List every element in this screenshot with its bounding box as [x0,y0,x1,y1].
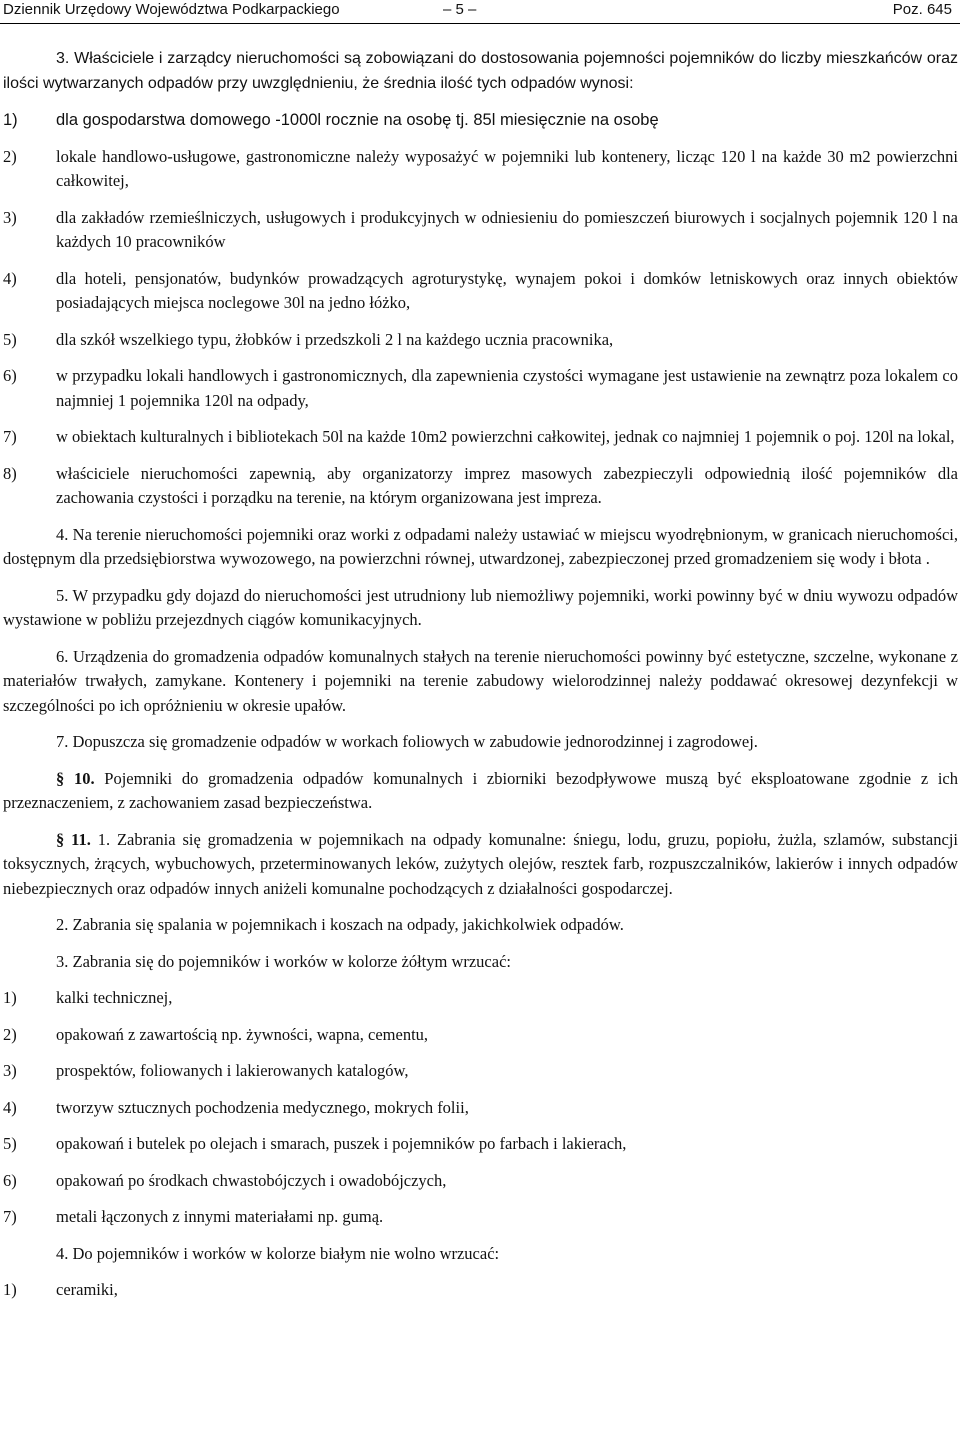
list-item-number: 7) [3,427,17,446]
list-item [3,145,958,194]
list-item-text: dla zakładów rzemieślniczych, usługowych i produkcyjnych w odniesieniu do pomieszczeń biurowych i socjalnych pojemnik 120 l na każdych 10 pracowników [56,207,958,251]
list-item [3,1059,958,1084]
list-item-text: opakowań po środkach chwastobójczych i owadobójczych, [56,1170,447,1190]
list-item-text: opakowań i butelek po olejach i smarach, puszek i pojemników po farbach i lakierach, [56,1134,627,1153]
list-item-number: 4) [3,1097,17,1117]
page-header [0,0,960,24]
list-item-number: 3) [3,1061,17,1080]
paragraph-10-label: § 10. [56,768,95,788]
list-item [3,364,958,413]
list-item [3,1169,958,1194]
list-item-number: 1) [3,111,18,129]
list-item [3,206,958,255]
list-item-text: właściciele nieruchomości zapewnią, aby organizatorzy imprez masowych zabezpieczyli odpowiednią ilość pojemników dla zachowania czystości i porządku na terenie, na którym organizowana jest impreza. [56,463,958,507]
page-number: – 5 – [443,1,477,18]
list-item-number: 8) [3,463,17,483]
list-item [3,1205,958,1230]
list-item [3,328,958,353]
list-item [3,986,958,1011]
list-item [3,425,958,450]
list-item-number: 4) [3,268,17,288]
paragraph-11-point-4: 4. Do pojemników i worków w kolorze białym nie wolno wrzucać: [56,1243,500,1263]
list-item-text: kalki technicznej, [56,988,173,1007]
list-item-text: lokale handlowo-usługowe, gastronomiczne należy wyposażyć w pojemniki lub kontenery, licząc 120 l na każde 30 m2 powierzchni całkowitej, [56,146,958,190]
position-number: Poz. 645 [892,1,952,18]
paragraph-11-point-2: 2. Zabrania się spalania w pojemnikach i koszach na odpady, jakichkolwiek odpadów. [56,915,624,934]
list-item-number: 5) [3,329,17,349]
list-item-text: ceramiki, [56,1280,118,1299]
section-5: 5. W przypadku gdy dojazd do nieruchomości jest utrudniony lub niemożliwy pojemniki, worki powinny być w dniu wywozu odpadów wystawione w pobliżu przejezdnych ciągów komunikacyjnych. [3,585,958,629]
list-item [3,108,958,133]
list-item-number: 6) [3,366,17,385]
paragraph-11-point-3: 3. Zabrania się do pojemników i worków w kolorze żółtym wrzucać: [56,951,511,971]
paragraph-10 [3,767,958,816]
list-item-text: dla szkół wszelkiego typu, żłobków i przedszkoli 2 l na każdego ucznia pracownika, [56,329,614,349]
list-item-number: 1) [3,1280,17,1299]
list-item-number: 1) [3,988,17,1007]
list-item-number: 2) [3,1024,17,1044]
list-item [3,1096,958,1121]
list-item-text: opakowań z zawartością np. żywności, wapna, cementu, [56,1024,429,1044]
journal-title: Dziennik Urzędowy Województwa Podkarpackiego [3,1,340,18]
list-item [3,1132,958,1157]
section-7: 7. Dopuszcza się gromadzenie odpadów w workach foliowych w zabudowie jednorodzinnej i zagrodowej. [56,732,758,751]
document-body [3,47,958,1315]
list-item-text: metali łączonych z innymi materiałami np. gumą. [56,1207,384,1226]
section-6: 6. Urządzenia do gromadzenia odpadów komunalnych stałych na terenie nieruchomości powinny być estetyczne, szczelne, wykonane z materiałów trwałych, zamykane. Kontenery i pojemniki na terenie zabudowy wielorodzinnej należy poddawać okresowej dezynfekcji w szczególności po ich opróżnieniu w okresie upałów. [3,646,958,715]
list-item-text: w przypadku lokali handlowych i gastronomicznych, dla zapewnienia czystości wymagane jest ustawienie na zewnątrz poza lokalem co najmniej 1 pojemnika 120l na odpady, [56,366,958,410]
section-4: 4. Na terenie nieruchomości pojemniki oraz worki z odpadami należy ustawiać w miejscu wyodrębnionym, w granicach nieruchomości, dostępnym dla przedsiębiorstwa wywozowego, na powierzchni równej, utwardzonej, zabezpieczonej przed gromadzeniem się wody i błota . [3,524,958,568]
list-item-number: 7) [3,1207,17,1226]
paragraph-11-point-1-text: 1. Zabrania się gromadzenia w pojemnikach na odpady komunalne: śniegu, lodu, gruzu, popiołu, żużla, szlamów, substancji toksycznych, żrących, wybuchowych, przeterminowanych leków, zużytych olejów, resztek farb, rozpuszczalników, lakierów i innych odpadów niebezpiecznych oraz odpadów innych aniżeli komunalne pochodzących z działalności gospodarczej. [3,829,958,898]
paragraph-11-point-1 [3,828,958,902]
list-item-text: w obiektach kulturalnych i bibliotekach 50l na każde 10m2 powierzchni całkowitej, jednak co najmniej 1 pojemnik o poj. 120l na lokal, [56,427,955,446]
list-item-text: dla gospodarstwa domowego -1000l rocznie na osobę tj. 85l miesięcznie na osobę [56,111,659,129]
list-item-number: 5) [3,1134,17,1153]
list-item-number: 3) [3,207,17,227]
paragraph-11-label: § 11. [56,829,91,849]
list-item-text: tworzyw sztucznych pochodzenia medycznego, mokrych folii, [56,1097,469,1117]
list-item-text: dla hoteli, pensjonatów, budynków prowadzących agroturystykę, wynajem pokoi i domków letniskowych oraz innych obiektów posiadających miejsca noclegowe 30l na jedno łóżko, [56,268,958,312]
section-3-intro: 3. Właściciele i zarządcy nieruchomości są zobowiązani do dostosowania pojemności pojemników do liczby mieszkańców oraz ilości wytwarzanych odpadów przy uwzględnieniu, że średnia ilość tych odpadów wynosi: [3,50,958,92]
list-item-number: 2) [3,146,17,166]
list-item [3,1023,958,1048]
list-item [3,462,958,511]
list-item-number: 6) [3,1170,17,1190]
list-item [3,267,958,316]
list-item-text: prospektów, foliowanych i lakierowanych katalogów, [56,1061,409,1080]
paragraph-10-text: Pojemniki do gromadzenia odpadów komunalnych i zbiorniki bezodpływowe muszą być eksploatowane zgodnie z ich przeznaczeniem, z zachowaniem zasad bezpieczeństwa. [3,768,958,812]
list-item [3,1278,958,1303]
